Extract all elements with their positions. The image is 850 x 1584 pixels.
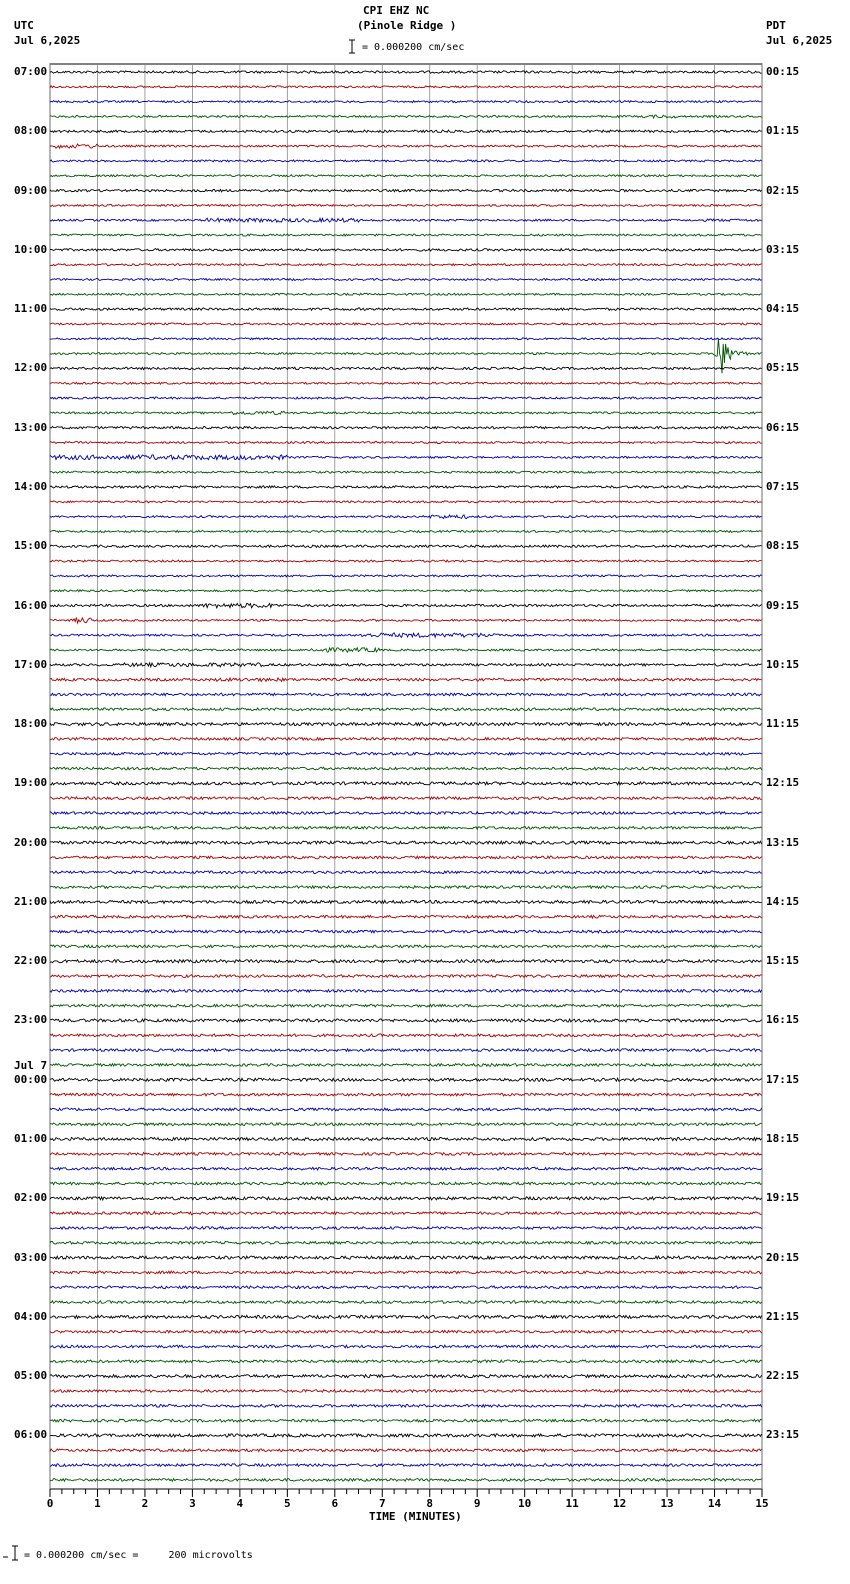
trace-13 — [50, 264, 762, 266]
x-tick-label: 3 — [189, 1497, 196, 1510]
utc-hour-label: 05:00 — [14, 1369, 48, 1383]
trace-52 — [50, 841, 762, 844]
minute-gridlines — [50, 64, 762, 1489]
trace-27 — [50, 471, 762, 473]
trace-39 — [50, 648, 762, 652]
trace-1 — [50, 86, 762, 88]
trace-73 — [50, 1153, 762, 1156]
trace-92 — [50, 1434, 762, 1437]
utc-hour-label: 17:00 — [14, 657, 48, 671]
pdt-hour-label: 17:15 — [766, 1072, 800, 1086]
trace-29 — [50, 501, 762, 503]
utc-hour-label: 22:00 — [14, 954, 48, 968]
trace-55 — [50, 886, 762, 889]
trace-4 — [50, 130, 762, 132]
trace-12 — [50, 249, 762, 251]
pdt-hour-label: 22:15 — [766, 1369, 800, 1383]
trace-88 — [50, 1375, 762, 1378]
trace-5 — [50, 144, 762, 148]
trace-78 — [50, 1227, 762, 1230]
trace-90 — [50, 1405, 762, 1408]
trace-14 — [50, 279, 762, 281]
pdt-hour-label: 09:15 — [766, 598, 800, 612]
trace-51 — [50, 827, 762, 830]
trace-6 — [50, 160, 762, 162]
date-change-label: Jul 7 — [14, 1058, 48, 1072]
trace-72 — [50, 1138, 762, 1141]
trace-34 — [50, 575, 762, 577]
utc-hour-label: 23:00 — [14, 1013, 48, 1027]
trace-15 — [50, 293, 762, 295]
trace-26 — [50, 455, 762, 460]
trace-93 — [50, 1449, 762, 1452]
station-title: CPI EHZ NC — [363, 4, 430, 17]
utc-hour-label: 13:00 — [14, 420, 48, 434]
x-tick-label: 6 — [331, 1497, 339, 1510]
trace-44 — [50, 723, 762, 726]
trace-62 — [50, 990, 762, 993]
trace-63 — [50, 1004, 762, 1007]
pdt-hour-label: 14:15 — [766, 894, 800, 908]
trace-3 — [50, 115, 762, 118]
trace-9 — [50, 204, 762, 206]
trace-49 — [50, 797, 762, 800]
trace-32 — [50, 545, 762, 547]
trace-85 — [50, 1330, 762, 1333]
trace-58 — [50, 930, 762, 933]
trace-48 — [50, 782, 762, 785]
pdt-hour-label: 02:15 — [766, 183, 800, 197]
trace-28 — [50, 486, 762, 488]
pdt-hour-label: 13:15 — [766, 835, 800, 849]
trace-81 — [50, 1271, 762, 1274]
pdt-hour-label: 10:15 — [766, 657, 800, 671]
x-tick-label: 10 — [518, 1497, 532, 1510]
trace-76 — [50, 1197, 762, 1200]
trace-40 — [50, 663, 762, 667]
trace-17 — [50, 323, 762, 325]
x-tick-label: 5 — [284, 1497, 291, 1510]
trace-69 — [50, 1093, 762, 1096]
trace-21 — [50, 382, 762, 384]
utc-hour-label: 18:00 — [14, 717, 48, 731]
trace-95 — [50, 1479, 762, 1482]
footer-scale-bar-icon — [3, 1546, 18, 1560]
trace-82 — [50, 1286, 762, 1289]
trace-87 — [50, 1360, 762, 1363]
trace-24 — [50, 427, 762, 429]
trace-67 — [50, 1064, 762, 1067]
x-tick-label: 11 — [565, 1497, 579, 1510]
x-tick-label: 1 — [94, 1497, 101, 1510]
x-tick-label: 9 — [473, 1497, 481, 1510]
trace-83 — [50, 1301, 762, 1304]
trace-38 — [50, 633, 762, 637]
trace-18 — [50, 338, 762, 340]
pdt-hour-label: 21:15 — [766, 1309, 800, 1323]
header-scale-bar-icon — [349, 40, 355, 53]
utc-hour-label: 08:00 — [14, 124, 48, 138]
x-tick-label: 8 — [426, 1497, 434, 1510]
trace-35 — [50, 590, 762, 592]
trace-57 — [50, 915, 762, 918]
trace-80 — [50, 1256, 762, 1259]
right-timezone: PDT — [766, 19, 786, 32]
trace-25 — [50, 442, 762, 444]
trace-71 — [50, 1123, 762, 1126]
plot-frame — [50, 64, 762, 1489]
utc-hour-label: 07:00 — [14, 65, 48, 78]
trace-46 — [50, 752, 762, 755]
trace-74 — [50, 1167, 762, 1170]
pdt-hour-label: 18:15 — [766, 1132, 800, 1146]
utc-hour-label: 03:00 — [14, 1250, 48, 1264]
pdt-hour-label: 23:15 — [766, 1428, 800, 1442]
seismic-traces — [50, 71, 762, 1481]
trace-33 — [50, 560, 762, 562]
trace-41 — [50, 678, 762, 682]
trace-23 — [50, 411, 762, 415]
trace-37 — [50, 618, 762, 624]
trace-16 — [50, 308, 762, 310]
utc-hour-label: 20:00 — [14, 835, 48, 849]
pdt-hour-label: 15:15 — [766, 954, 800, 968]
utc-hour-label: 11:00 — [14, 302, 48, 316]
pdt-hour-label: 08:15 — [766, 539, 800, 553]
pdt-hour-label: 11:15 — [766, 717, 800, 731]
trace-65 — [50, 1034, 762, 1037]
trace-30 — [50, 515, 762, 519]
station-location: (Pinole Ridge ) — [357, 19, 457, 32]
x-tick-label: 13 — [660, 1497, 674, 1510]
trace-0 — [50, 71, 762, 73]
utc-hour-label: 21:00 — [14, 894, 48, 908]
pdt-hour-label: 20:15 — [766, 1250, 800, 1264]
footer-scale-text: = 0.000200 cm/sec = 200 microvolts — [24, 1550, 253, 1561]
utc-hour-label: 14:00 — [14, 479, 48, 493]
pdt-hour-label: 19:15 — [766, 1191, 800, 1205]
utc-hour-label: 19:00 — [14, 776, 48, 790]
trace-7 — [50, 175, 762, 177]
pdt-hour-label: 05:15 — [766, 361, 800, 375]
trace-56 — [50, 900, 762, 903]
trace-66 — [50, 1049, 762, 1052]
trace-64 — [50, 1019, 762, 1022]
trace-84 — [50, 1315, 762, 1318]
trace-8 — [50, 189, 762, 191]
trace-89 — [50, 1390, 762, 1393]
x-tick-label: 14 — [707, 1497, 722, 1510]
utc-hour-label: 00:00 — [14, 1072, 48, 1086]
trace-94 — [50, 1464, 762, 1467]
trace-31 — [50, 530, 762, 532]
utc-hour-label: 09:00 — [14, 183, 48, 197]
left-date: Jul 6,2025 — [14, 34, 81, 47]
utc-hour-label: 10:00 — [14, 242, 48, 256]
trace-22 — [50, 397, 762, 399]
trace-47 — [50, 767, 762, 770]
trace-45 — [50, 738, 762, 741]
x-tick-label: 12 — [612, 1497, 627, 1510]
trace-43 — [50, 708, 762, 711]
trace-54 — [50, 871, 762, 874]
utc-hour-label: 01:00 — [14, 1132, 48, 1146]
pdt-hour-label: 06:15 — [766, 420, 800, 434]
pdt-hour-label: 04:15 — [766, 302, 800, 316]
pdt-hour-label: 12:15 — [766, 776, 800, 790]
utc-hour-label: 06:00 — [14, 1428, 48, 1442]
trace-61 — [50, 975, 762, 978]
pdt-hour-label: 03:15 — [766, 242, 800, 256]
utc-hour-label: 12:00 — [14, 361, 48, 375]
trace-79 — [50, 1241, 762, 1244]
trace-10 — [50, 218, 762, 222]
trace-20 — [50, 367, 762, 369]
x-tick-label: 2 — [141, 1497, 149, 1510]
trace-42 — [50, 693, 762, 696]
x-tick-label: 4 — [236, 1497, 244, 1510]
trace-59 — [50, 945, 762, 948]
header-scale-text: = 0.000200 cm/sec — [362, 42, 465, 53]
trace-36 — [50, 603, 762, 608]
trace-77 — [50, 1211, 762, 1214]
trace-2 — [50, 101, 762, 103]
pdt-hour-label: 07:15 — [766, 479, 800, 493]
trace-68 — [50, 1078, 762, 1081]
x-tick-label: 15 — [755, 1497, 769, 1510]
pdt-hour-label: 01:15 — [766, 124, 800, 138]
utc-hour-label: 04:00 — [14, 1309, 48, 1323]
x-tick-label: 7 — [378, 1497, 386, 1510]
trace-50 — [50, 812, 762, 815]
pdt-hour-label: 16:15 — [766, 1013, 800, 1027]
trace-70 — [50, 1108, 762, 1111]
trace-86 — [50, 1345, 762, 1348]
x-axis-title: TIME (MINUTES) — [369, 1510, 462, 1523]
trace-60 — [50, 960, 762, 963]
utc-hour-label: 15:00 — [14, 539, 48, 553]
utc-hour-label: 02:00 — [14, 1191, 48, 1205]
time-axis — [47, 1489, 769, 1510]
left-timezone: UTC — [14, 19, 34, 32]
utc-hour-label: 16:00 — [14, 598, 48, 612]
trace-91 — [50, 1419, 762, 1422]
trace-53 — [50, 856, 762, 859]
right-date: Jul 6,2025 — [766, 34, 833, 47]
trace-11 — [50, 234, 762, 236]
x-tick-label: 0 — [46, 1497, 54, 1510]
trace-75 — [50, 1182, 762, 1185]
pdt-hour-label: 00:15 — [766, 65, 800, 78]
